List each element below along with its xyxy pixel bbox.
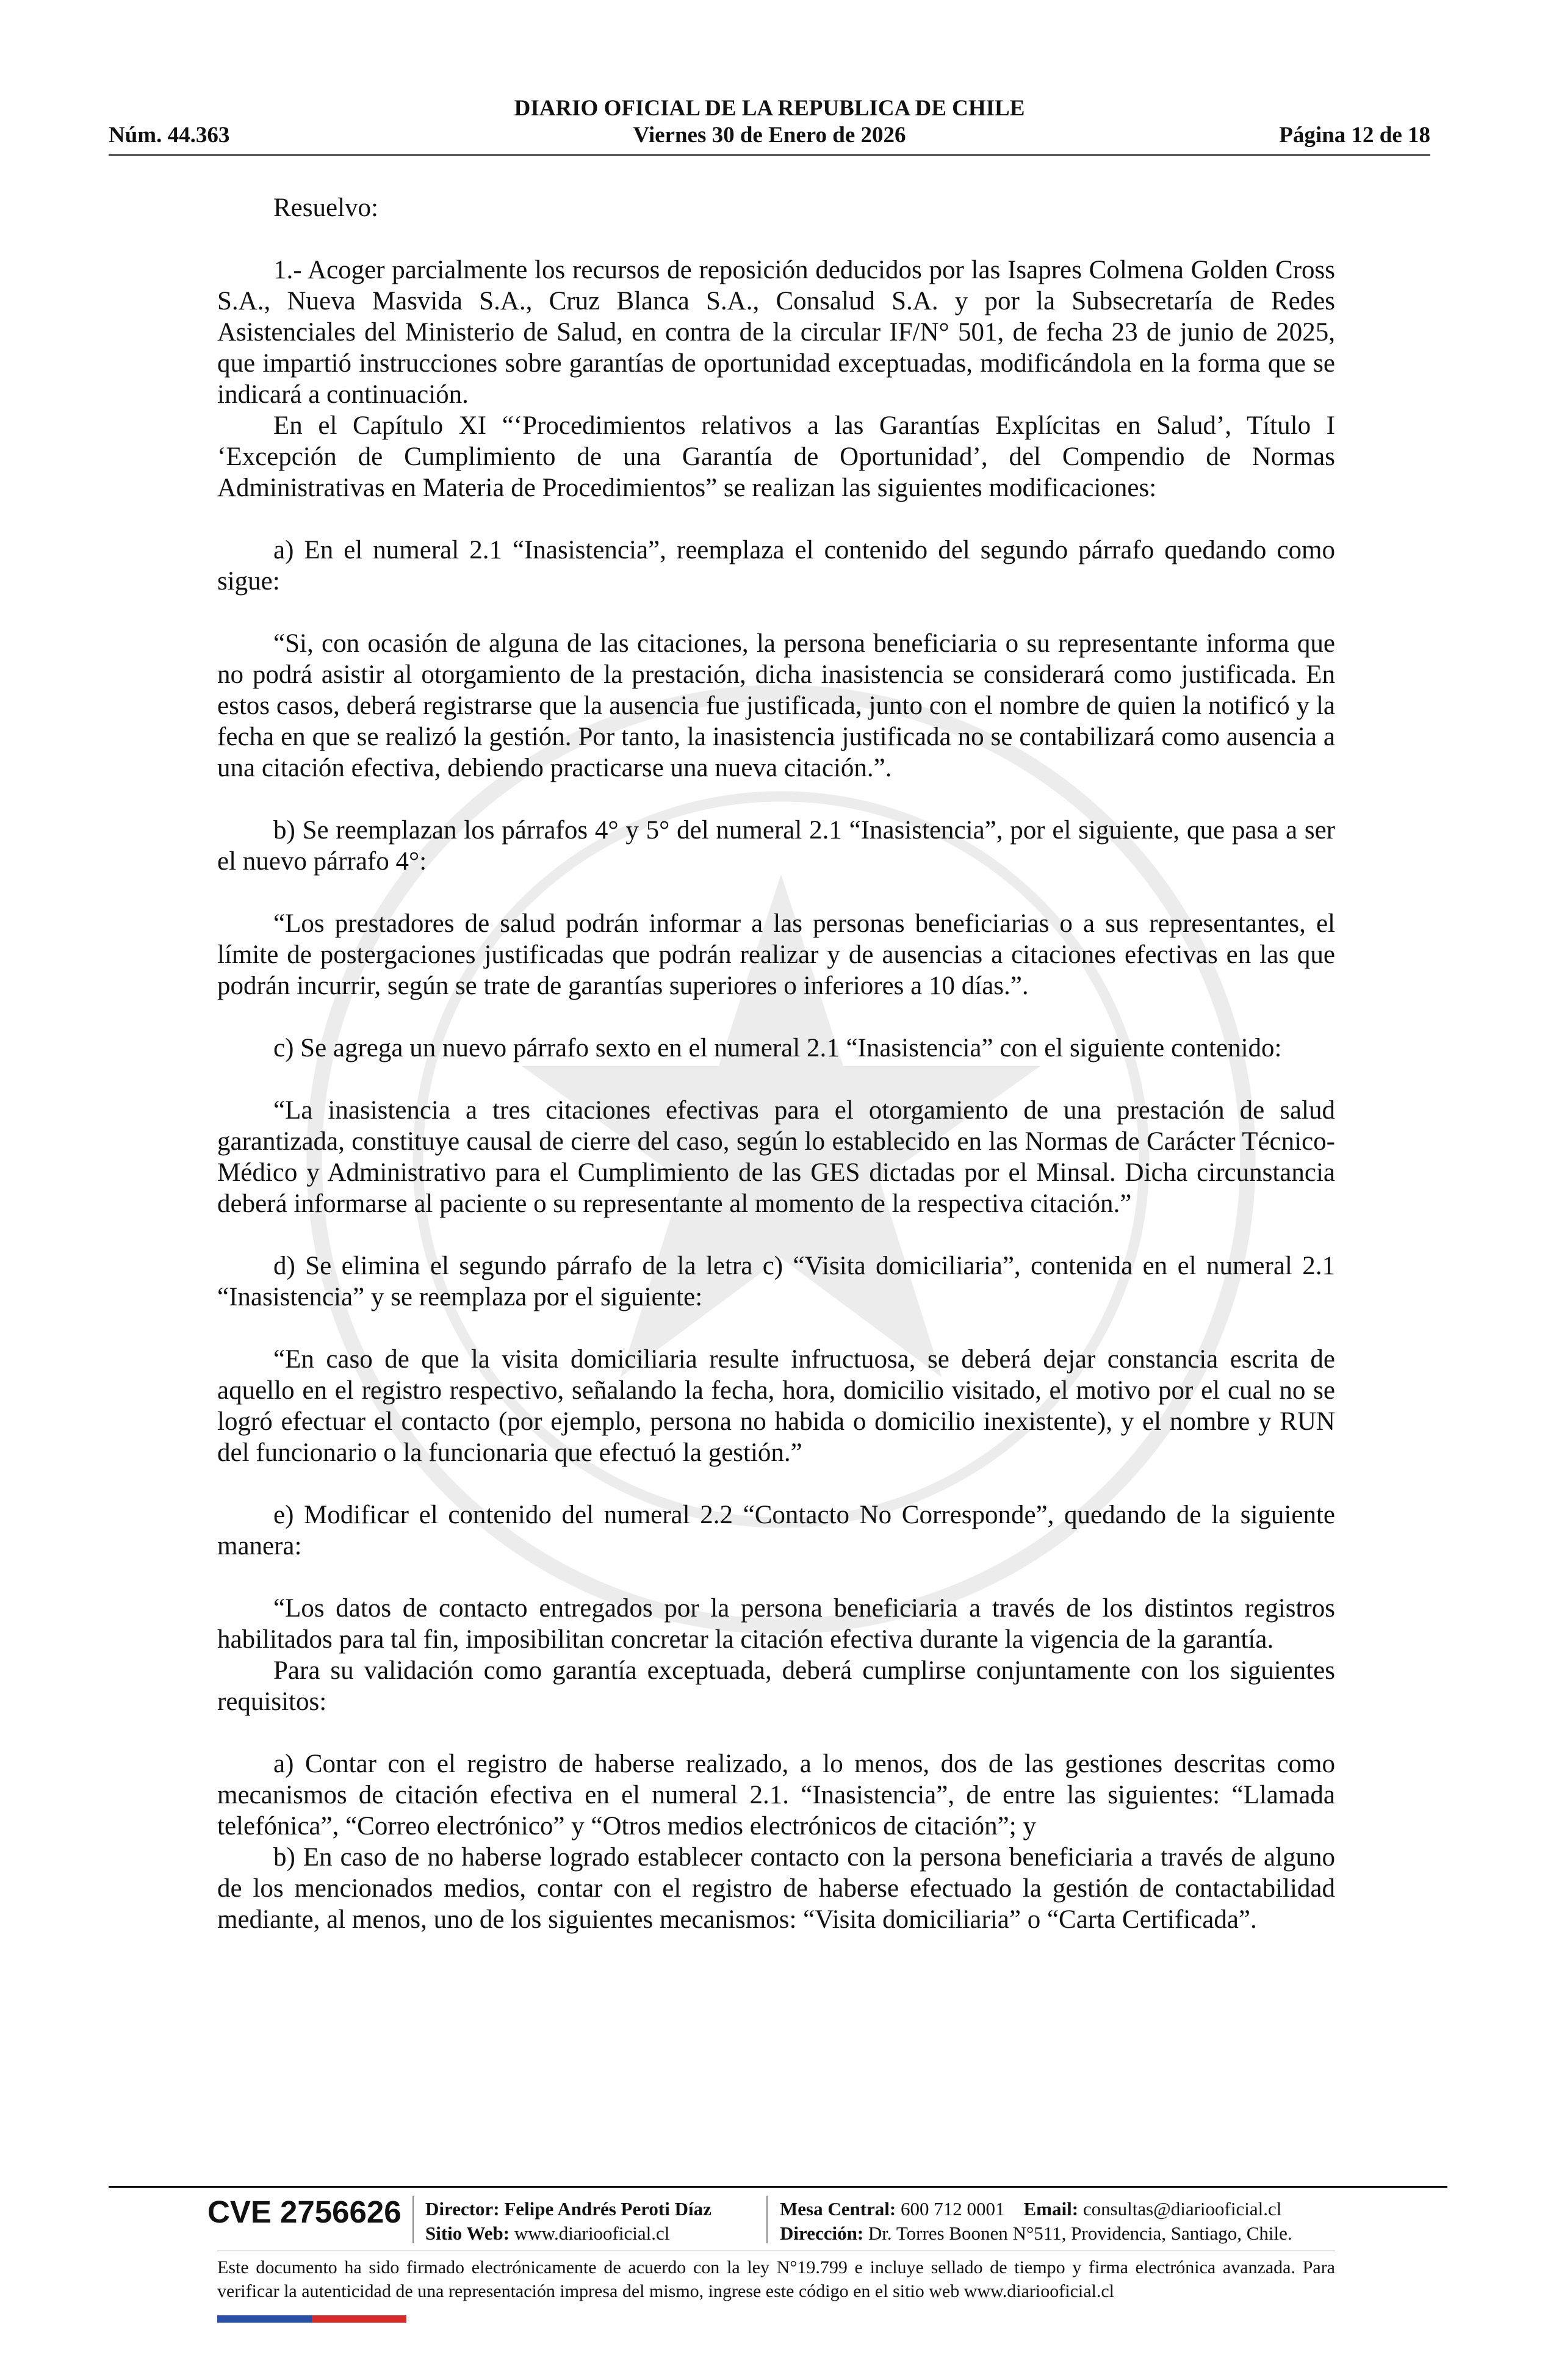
mesa-label: Mesa Central: — [780, 2198, 896, 2220]
site-link[interactable]: www.diariooficial.cl — [514, 2223, 670, 2244]
paragraph-a: a) En el numeral 2.1 “Inasistencia”, reemplaza el contenido del segundo párrafo quedando como sigue: — [217, 536, 1335, 596]
page-header — [109, 93, 1430, 154]
quote-c: “La inasistencia a tres citaciones efectivas para el otorgamiento de una prestación de salud garantizada, constituye causal de cierre del caso, según lo establecido en las Normas de Carácter Técnico-Médico y Administrativo para el Cumplimiento de las GES dictadas por el Minsal. Dicha circunstancia deberá informarse al paciente o su representante al momento de la respectiva citación.” — [217, 1096, 1335, 1218]
footer-divider — [109, 2186, 1447, 2188]
paragraph-d: d) Se elimina el segundo párrafo de la letra c) “Visita domiciliaria”, contenida en el numeral 2.1 “Inasistencia” y se reemplaza por el siguiente: — [217, 1252, 1335, 1311]
footer-contact-block — [780, 2197, 1292, 2246]
issue-date: Viernes 30 de Enero de 2026 — [633, 123, 906, 148]
cve-code: CVE 2756626 — [207, 2194, 402, 2229]
flag-red-segment — [312, 2315, 406, 2323]
paragraph-c: c) Se agrega un nuevo párrafo sexto en el numeral 2.1 “Inasistencia” con el siguiente contenido: — [273, 1034, 1282, 1062]
page-number: Página 12 de 18 — [1279, 123, 1430, 148]
quote-a: “Si, con ocasión de alguna de las citaciones, la persona beneficiaria o su representante informa que no podrá asistir al otorgamiento de la prestación, dicha inasistencia se considerará como justificada. En estos casos, deberá registrarse que la ausencia fue justificada, junto con el nombre de quien la notificó y la fecha en que se realizó la gestión. Por tanto, la inasistencia justificada no se contabilizará como ausencia a una citación efectiva, debiendo practicarse una nueva citación.”. — [217, 629, 1335, 782]
paragraph-capitulo: En el Capítulo XI “‘Procedimientos relativos a las Garantías Explícitas en Salud’, Título I ‘Excepción de Cumplimiento de una Garantía de Oportunidad’, del Compendio de Normas Administrativas en Materia de Procedimientos” se realizan las siguientes modificaciones: — [217, 411, 1335, 502]
requirement-b: b) En caso de no haberse logrado establecer contacto con la persona beneficiaria a través de alguno de los mencionados medios, contar con el registro de haberse efectuado la gestión de contactabilidad mediante, al menos, uno de los siguientes mecanismos: “Visita domiciliaria” o “Carta Certificada”. — [217, 1843, 1335, 1934]
quote-b: “Los prestadores de salud podrán informar a las personas beneficiarias o a sus representantes, el límite de postergaciones justificadas que podrán realizar y de ausencias a citaciones efectivas en las que podrán incurrir, según se trate de garantías superiores o inferiores a 10 días.”. — [217, 909, 1335, 1000]
email-label: Email: — [1023, 2198, 1079, 2220]
site-label: Sitio Web: — [425, 2223, 510, 2244]
quote-e-2: Para su validación como garantía exceptuada, deberá cumplirse conjuntamente con los siguientes requisitos: — [217, 1656, 1335, 1716]
flag-blue-segment — [217, 2315, 312, 2323]
signature-note: Este documento ha sido firmado electrónicamente de acuerdo con la ley N°19.799 e incluye sellado de tiempo y firma electrónica avanzada. Para verificar la autenticidad de una representación impresa del mismo, ingrese este código en el sitio web www.diariooficial.cl — [217, 2257, 1335, 2301]
document-body — [217, 192, 1335, 1935]
paragraph-e: e) Modificar el contenido del numeral 2.2 “Contacto No Corresponde”, quedando de la siguiente manera: — [217, 1501, 1335, 1560]
paragraph-resuelvo: Resuelvo: — [273, 193, 378, 222]
mesa-phone: 600 712 0001 — [901, 2198, 1005, 2220]
address-label: Dirección: — [780, 2223, 864, 2244]
email-link[interactable]: consultas@diariooficial.cl — [1082, 2198, 1282, 2220]
quote-d: “En caso de que la visita domiciliaria resulte infructuosa, se deberá dejar constancia escrita de aquello en el registro respectivo, señalando la fecha, hora, domicilio visitado, el motivo por el cual no se logró efectuar el contacto (por ejemplo, persona no habida o domicilio inexistente), y el nombre y RUN del funcionario o la funcionaria que efectuó la gestión.” — [217, 1345, 1335, 1467]
director-label: Director: Felipe Andrés Peroti Díaz — [425, 2198, 711, 2220]
newspaper-title: DIARIO OFICIAL DE LA REPUBLICA DE CHILE — [514, 96, 1025, 121]
chile-flag-bar — [217, 2315, 406, 2323]
footer-director-block — [425, 2197, 711, 2246]
requirement-a: a) Contar con el registro de haberse realizado, a lo menos, dos de las gestiones descritas como mecanismos de citación efectiva en el numeral 2.1. “Inasistencia”, de entre las siguientes: “Llamada telefónica”, “Correo electrónico” y “Otros medios electrónicos de citación”; y — [217, 1750, 1335, 1841]
paragraph-1: 1.- Acoger parcialmente los recursos de reposición deducidos por las Isapres Colmena Golden Cross S.A., Nueva Masvida S.A., Cruz Blanca S.A., Consalud S.A. y por la Subsecretaría de Redes Asistenciales del Ministerio de Salud, en contra de la circular IF/N° 501, de fecha 23 de junio de 2025, que impartió instrucciones sobre garantías de oportunidad exceptuadas, modificándola en la forma que se indicará a continuación. — [217, 256, 1335, 409]
issue-number: Núm. 44.363 — [109, 123, 230, 148]
header-divider — [109, 154, 1430, 156]
paragraph-b: b) Se reemplazan los párrafos 4° y 5° del numeral 2.1 “Inasistencia”, por el siguiente, que pasa a ser el nuevo párrafo 4°: — [217, 816, 1335, 876]
footer-separator — [412, 2196, 414, 2243]
quote-e-1: “Los datos de contacto entregados por la persona beneficiaria a través de los distintos registros habilitados para tal fin, imposibilitan concretar la citación efectiva durante la vigencia de la garantía. — [217, 1594, 1335, 1654]
address-value: Dr. Torres Boonen N°511, Providencia, Santiago, Chile. — [868, 2223, 1292, 2244]
footer-separator — [766, 2196, 768, 2243]
